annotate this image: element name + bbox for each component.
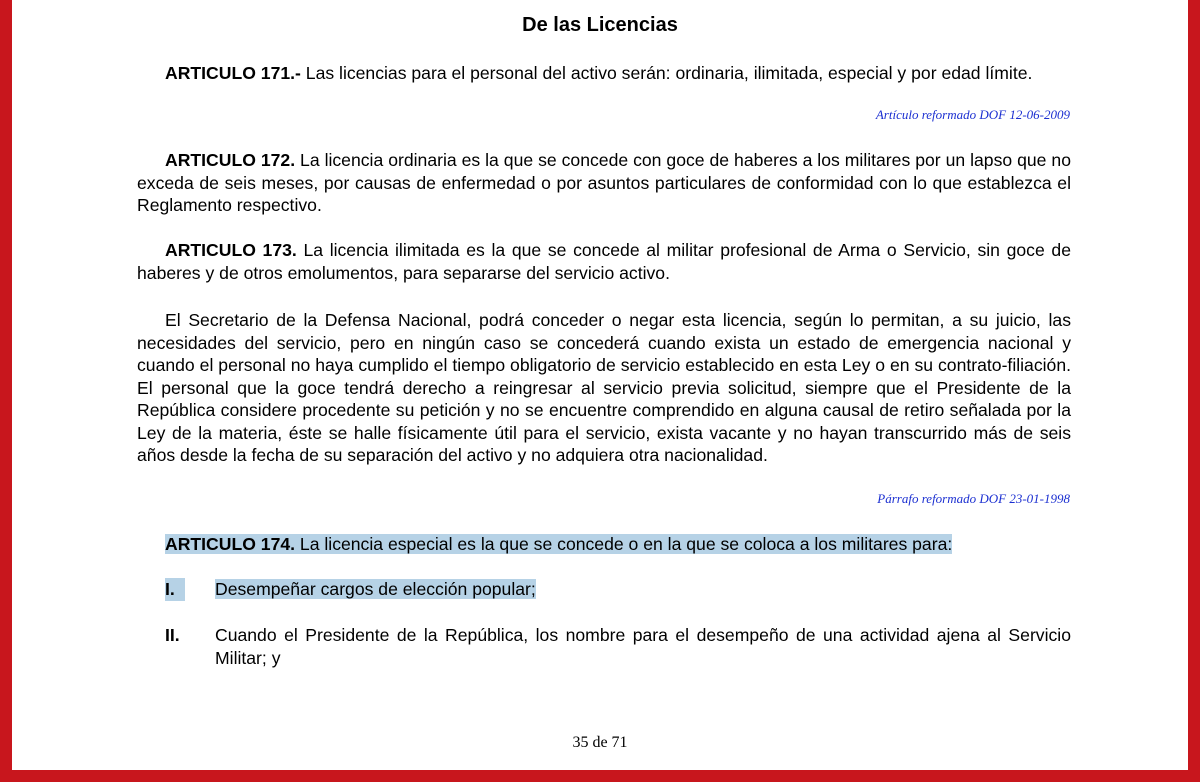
document-page	[12, 0, 1188, 770]
list-item-i-text: Desempeñar cargos de elección popular;	[215, 579, 536, 599]
article-173-text: La licencia ilimitada es la que se concede al militar profesional de Arma o Servicio, sin goce de haberes y de otros emolumentos, para separarse del servicio activo.	[137, 240, 1071, 283]
article-171	[137, 62, 1071, 85]
section-title: De las Licencias	[522, 14, 678, 36]
paragraph-reform-note: Párrafo reformado DOF 23-01-1998	[877, 491, 1070, 506]
list-item-i-number: I.	[165, 578, 185, 601]
article-174	[137, 533, 1071, 556]
list-item-ii-text: Cuando el Presidente de la República, los nombre para el desempeño de una actividad ajena al Servicio Militar; y	[215, 625, 1071, 668]
article-171-heading: ARTICULO 171.-	[165, 63, 301, 83]
list-item-ii-number: II.	[165, 625, 180, 645]
article-171-reform-note: Artículo reformado DOF 12-06-2009	[875, 107, 1070, 122]
article-172-heading: ARTICULO 172.	[165, 150, 296, 170]
highlighted-selection	[165, 534, 952, 554]
article-174-heading: ARTICULO 174.	[165, 534, 296, 554]
article-174-text: La licencia especial es la que se concede o en la que se coloca a los militares para:	[295, 534, 953, 554]
article-173-paragraph-2-text: El Secretario de la Defensa Nacional, podrá conceder o negar esta licencia, según lo permitan, a su juicio, las necesidades del servicio, pero en ningún caso se concederá cuando exista un estado de emergencia nacional y cuando el personal no haya cumplido el tiempo obligatorio de servicio establecido en esta Ley o en su contrato-filiación. El personal que la goce tendrá derecho a reingresar al servicio previa solicitud, siempre que el Presidente de la República considere procedente su petición y no se encuentre comprendido en alguna causal de retiro señalada por la Ley de la materia, éste se halle físicamente útil para el servicio, exista vacante y no hayan transcurrido más de seis años desde la fecha de su separación del activo y no adquiera otra nacionalidad.	[137, 310, 1071, 465]
article-172	[137, 149, 1071, 217]
article-173	[137, 239, 1071, 284]
article-172-text: La licencia ordinaria es la que se concede con goce de haberes a los militares por un lapso que no exceda de seis meses, por causas de enfermedad o por asuntos particulares de conformidad con lo que establezca el Reglamento respectivo.	[137, 150, 1071, 215]
article-173-paragraph-2	[137, 309, 1071, 467]
page-number: 35 de 71	[572, 734, 628, 751]
article-171-text: Las licencias para el personal del activo serán: ordinaria, ilimitada, especial y por edad límite.	[300, 63, 1033, 83]
list-item-i-text-wrap	[215, 578, 1071, 601]
article-173-heading: ARTICULO 173.	[165, 240, 297, 260]
